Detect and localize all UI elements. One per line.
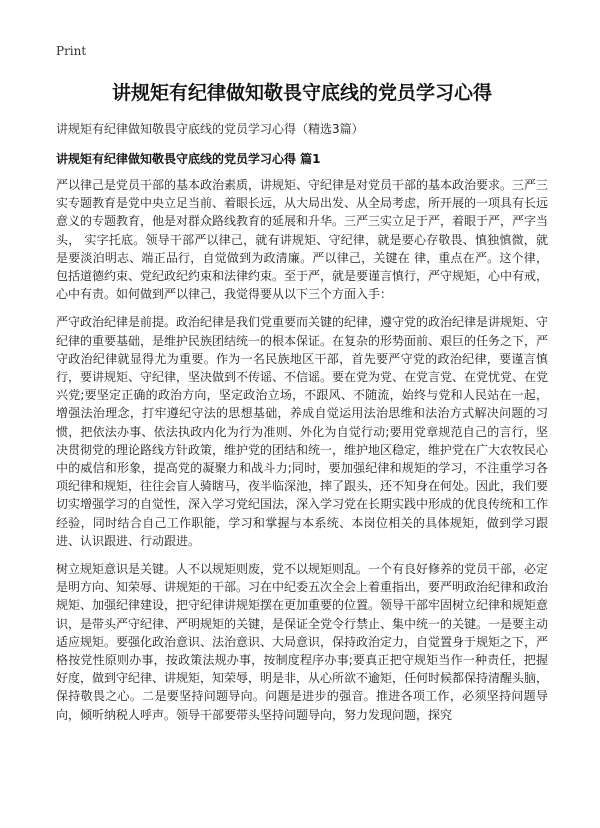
document-title: 讲规矩有纪律做知敬畏守底线的党员学习心得 <box>111 82 492 104</box>
print-link[interactable]: Print <box>56 44 87 58</box>
document-subtitle: 讲规矩有纪律做知敬畏守底线的党员学习心得（精选3篇） <box>56 122 364 136</box>
article-body <box>56 176 548 734</box>
paragraph-2: 严守政治纪律是前提。政治纪律是我们党重要而关键的纪律，遵守党的政治纪律是讲规矩、守纪律的重要基础，是维护民族团结统一的根本保证。在复杂的形势面前、艰巨的任务之下，严守政治纪律就显得尤为重要。作为一名民族地区干部，首先要严守党的政治纪律，要谨言慎行，要讲规矩、守纪律，坚决做到不传谣、不信谣。要在党为党、在党言党、在党忧党、在党兴党;要坚定正确的政治方向，坚定政治立场，不跟风、不随流，始终与党和人民站在一起，增强法治理念，打牢遵纪守法的思想基础，养成自觉运用法治思维和法治方式解决问题的习惯，把依法办事、依法执政内化为行为准则、外化为自觉行动;要用党章规范自己的言行，坚决贯彻党的理论路线方针政策，维护党的团结和统一，维护地区稳定，维护党在广大农牧民心中的威信和形象，提高党的凝聚力和战斗力;同时，要加强纪律和规矩的学习，不注重学习各项纪律和规矩，往往会盲人骑瞎马，夜半临深池，摔了跟头，还不知身在何处。因此，我们要切实增强学习的自觉性，深入学习党纪国法，深入学习党在长期实践中形成的优良传统和工作经验，同时结合自己工作职能，学习和掌握与本系统、本岗位相关的具体规矩，做到学习跟进、认识跟进、行动跟进。 <box>56 315 549 548</box>
paragraph-1: 严以律己是党员干部的基本政治素质，讲规矩、守纪律是对党员干部的基本政治要求。三严三实专题教育是党中央立足当前、着眼长远，从大局出发、从全局考虑，所开展的一项具有长远意义的专题教育，他是对群众路线教育的延展和升华。三严三实立足于严，着眼于严，严字当头， 实字托底。领导干部严以律己，就有讲规矩、守纪律，就是要心存敬畏、慎独慎微，就是要淡泊明志、端正品行，自觉做到为政清廉。严以律己，关键在 律，重点在严。这个律，包括道德约束、党纪政纪约束和法律约束。至于严，就是要谨言慎行，严守规矩，心中有戒，心中有责。如何做到严以律己，我觉得要从以下三个方面入手： <box>56 178 549 302</box>
section-heading: 讲规矩有纪律做知敬畏守底线的党员学习心得 篇1 <box>56 152 321 166</box>
paragraph-3: 树立规矩意识是关键。人不以规矩则废，党不以规矩则乱。一个有良好修养的党员干部，必定是明方向、知荣辱、讲规矩的干部。习在中纪委五次全会上着重指出，要严明政治纪律和政治规矩、加强纪律建设，把守纪律讲规矩摆在更加重要的位置。领导干部牢固树立纪律和规矩意识，是带头严守纪律、严明规矩的关键，是保证全党令行禁止、集中统一的关键。一是要主动适应规矩。要强化政治意识、法治意识、大局意识，保持政治定力，自觉置身于规矩之下，严格按党性原则办事，按政策法规办事，按制度程序办事;要真正把守规矩当作一种责任，把握好度，做到守纪律、讲规矩，知荣辱，明是非，从心所欲不逾矩，任何时候都保持清醒头脑，保持敬畏之心。二是要坚持问题导向。问题是进步的强音。推进各项工作，必须坚持问题导向，倾听纳税人呼声。领导干部要带头坚持问题导向，努力发现问题，探究 <box>56 562 549 722</box>
